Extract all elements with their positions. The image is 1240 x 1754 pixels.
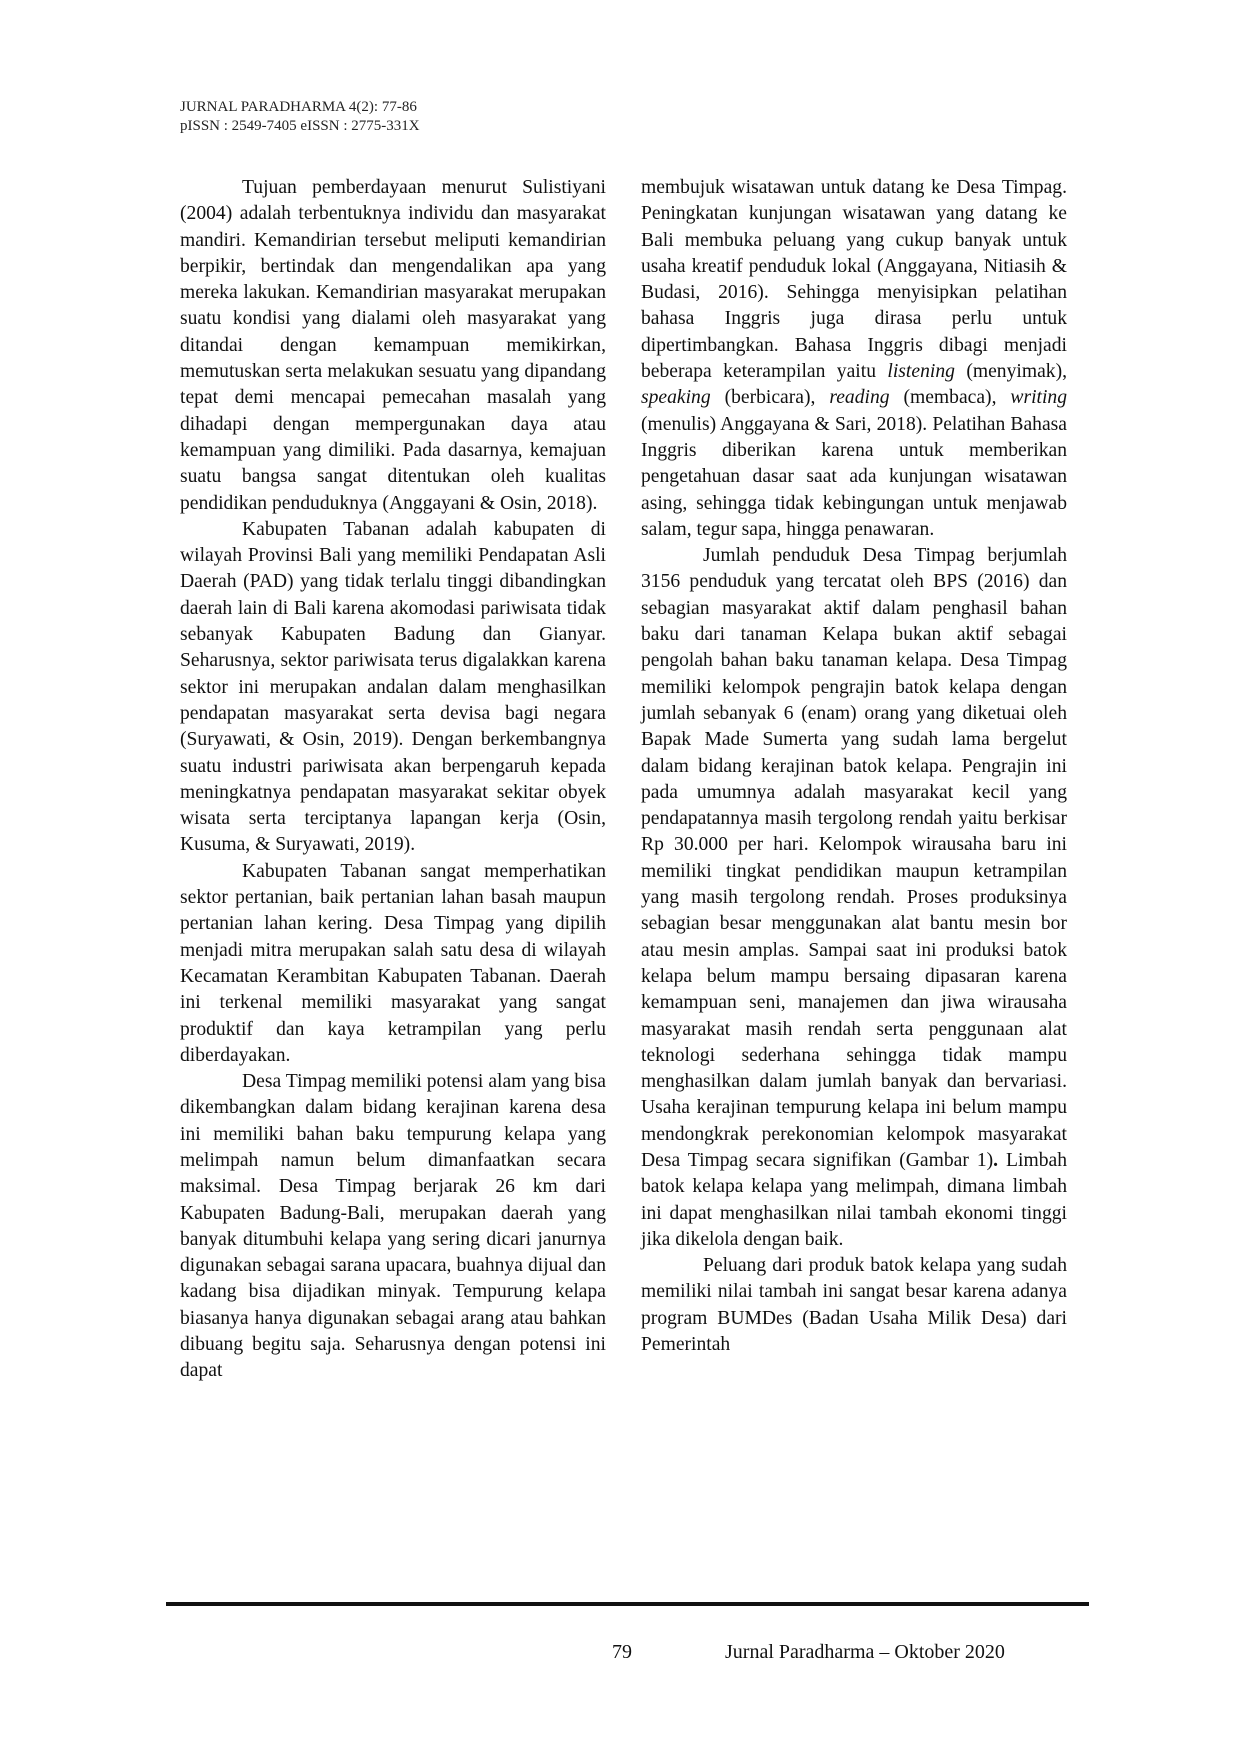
journal-citation: JURNAL PARADHARMA 4(2): 77-86	[180, 99, 417, 115]
italic-term: writing	[1010, 387, 1068, 409]
italic-term: reading	[829, 387, 890, 409]
text-run: Limbah batok kelapa kelapa yang melimpah, dimana limbah ini dapat menghasilkan nilai tambah ekonomi tinggi jika dikelola dengan baik.	[641, 1149, 1067, 1250]
footer-rule	[166, 1602, 1089, 1606]
paragraph: Desa Timpag memiliki potensi alam yang bisa dikembangkan dalam bidang kerajinan karena desa ini memiliki bahan baku tempurung kelapa yang melimpah namun belum dimanfaatkan secara maksimal. Desa Timpag berjarak 26 km dari Kabupaten Badung-Bali, merupakan daerah yang banyak ditumbuhi kelapa yang sering dicari janurnya digunakan sebagai sarana upacara, buahnya dijual dan kadang bisa dijadikan minyak. Tempurung kelapa biasanya hanya digunakan sebagai arang atau bahkan dibuang begitu saja. Seharusnya dengan potensi ini dapat	[180, 1071, 606, 1382]
page-number: 79	[612, 1641, 632, 1663]
footer-journal-date: Jurnal Paradharma – Oktober 2020	[725, 1641, 1005, 1663]
bold-period: .	[993, 1149, 999, 1171]
italic-term: listening	[887, 361, 955, 383]
paragraph: Kabupaten Tabanan adalah kabupaten di wilayah Provinsi Bali yang memiliki Pendapatan Asli Daerah (PAD) yang tidak terlalu tinggi dibandingkan daerah lain di Bali karena akomodasi pariwisata tidak sebanyak Kabupaten Badung dan Gianyar. Seharusnya, sektor pariwisata terus digalakkan karena sektor ini merupakan andalan dalam menghasilkan pendapatan masyarakat serta devisa bagi negara (Suryawati, & Osin, 2019). Dengan berkembangnya suatu industri pariwisata akan berpengaruh kepada meningkatnya pendapatan masyarakat sekitar obyek wisata serta terciptanya lapangan kerja (Osin, Kusuma, & Suryawati, 2019).	[180, 518, 606, 856]
paragraph-continued	[641, 175, 1067, 543]
right-column	[641, 175, 1067, 1358]
paragraph	[641, 543, 1067, 1253]
left-column	[180, 175, 606, 1385]
text-run: membujuk wisatawan untuk datang ke Desa Timpag. Peningkatan kunjungan wisatawan yang datang ke Bali membuka peluang yang cukup banyak untuk usaha kreatif penduduk lokal (Anggayana, Nitiasih & Budasi, 2016). Sehingga menyisipkan pelatihan bahasa Inggris juga dirasa perlu untuk dipertimbangkan. Bahasa Inggris dibagi menjadi beberapa keterampilan yaitu	[641, 177, 1067, 383]
paragraph: Kabupaten Tabanan sangat memperhatikan sektor pertanian, baik pertanian lahan basah maupun pertanian lahan kering. Desa Timpag yang dipilih menjadi mitra merupakan salah satu desa di wilayah Kecamatan Kerambitan Kabupaten Tabanan. Daerah ini terkenal memiliki masyarakat yang sangat produktif dan kaya ketrampilan yang perlu diberdayakan.	[180, 860, 606, 1066]
paragraph: Tujuan pemberdayaan menurut Sulistiyani (2004) adalah terbentuknya individu dan masyarakat mandiri. Kemandirian tersebut meliputi kemandirian berpikir, bertindak dan mengendalikan apa yang mereka lakukan. Kemandirian masyarakat merupakan suatu kondisi yang dialami oleh masyarakat yang ditandai dengan kemampuan memikirkan, memutuskan serta melakukan sesuatu yang dipandang tepat demi mencapai pemecahan masalah yang dihadapi dengan mempergunakan daya atau kemampuan yang dimiliki. Pada dasarnya, kemajuan suatu bangsa sangat ditentukan oleh kualitas pendidikan penduduknya (Anggayani & Osin, 2018).	[180, 177, 606, 514]
text-run: (berbicara),	[710, 387, 830, 409]
text-run: Jumlah penduduk Desa Timpag berjumlah 3156 penduduk yang tercatat oleh BPS (2016) dan sebagian masyarakat aktif dalam penghasil bahan baku dari tanaman Kelapa bukan aktif sebagai pengolah bahan baku tanaman kelapa. Desa Timpag memiliki kelompok pengrajin batok kelapa dengan jumlah sebanyak 6 (enam) orang yang diketuai oleh Bapak Made Sumerta yang sudah lama bergelut dalam bidang kerajinan batok kelapa. Pengrajin ini pada umumnya adalah masyarakat kecil yang pendapatannya masih tergolong rendah yaitu berkisar Rp 30.000 per hari. Kelompok wirausaha baru ini memiliki tingkat pendidikan maupun ketrampilan yang masih tergolong rendah. Proses produksinya sebagian besar menggunakan alat bantu mesin bor atau mesin amplas. Sampai saat ini produksi batok kelapa belum mampu bersaing dipasaran karena kemampuan seni, manajemen dan jiwa wirausaha masyarakat masih rendah serta penggunaan alat teknologi sederhana sehingga tidak mampu menghasilkan dalam jumlah banyak dan bervariasi. Usaha kerajinan tempurung kelapa ini belum mampu mendongkrak perekonomian kelompok masyarakat Desa Timpag secara signifikan (Gambar 1)	[641, 545, 1067, 1171]
issn-line: pISSN : 2549-7405 eISSN : 2775-331X	[180, 118, 420, 134]
text-run: (menulis) Anggayana & Sari, 2018). Pelatihan Bahasa Inggris diberikan karena untuk memberikan pengetahuan dasar saat ada kunjungan wisatawan asing, sehingga tidak kebingungan untuk menjawab salam, tegur sapa, hingga penawaran.	[641, 413, 1067, 540]
italic-term: speaking	[641, 387, 711, 409]
text-run: (menyimak),	[954, 361, 1067, 383]
text-run: (membaca),	[889, 387, 1011, 409]
running-header	[180, 98, 420, 136]
paragraph: Peluang dari produk batok kelapa yang sudah memiliki nilai tambah ini sangat besar karena adanya program BUMDes (Badan Usaha Milik Desa) dari Pemerintah	[641, 1255, 1067, 1356]
